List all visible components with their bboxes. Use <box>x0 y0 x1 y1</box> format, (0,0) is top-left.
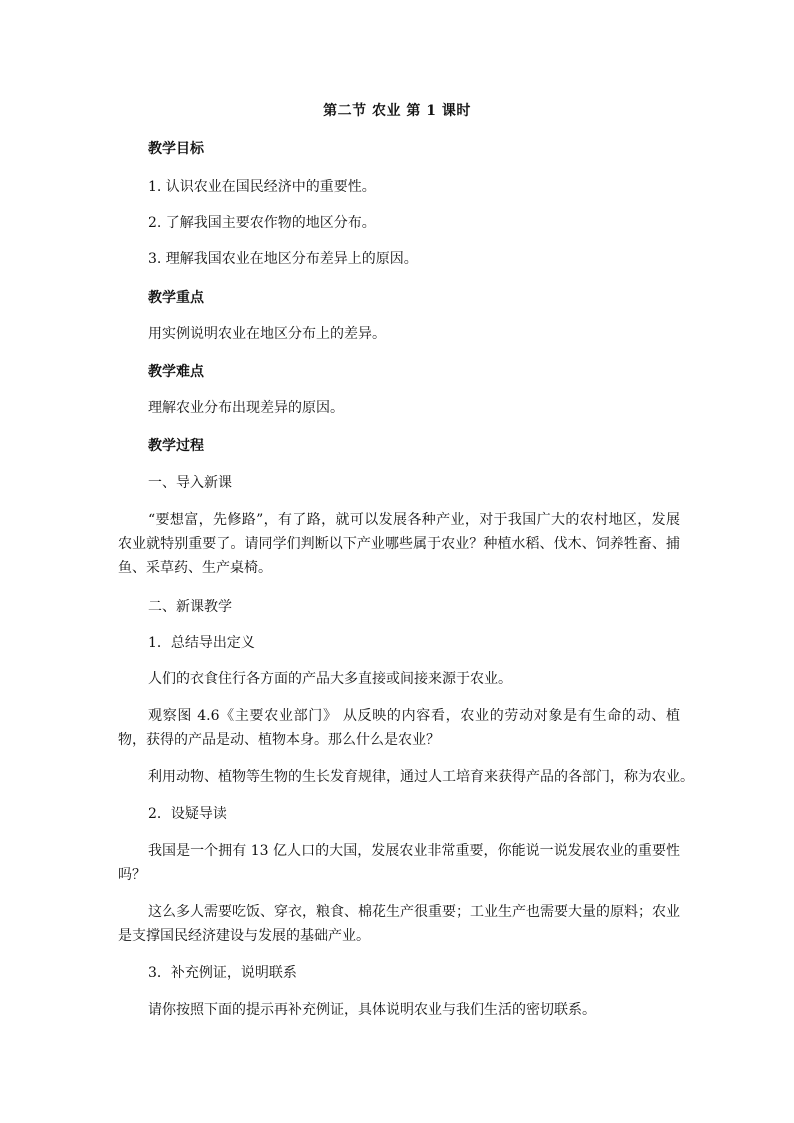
step2-paragraph-2: 这么多人需要吃饭、穿衣，粮食、棉花生产很重要；工业生产也需要大量的原料；农业是支撑国民经济建设与发展的基础产业。 <box>118 904 680 944</box>
step1-paragraph: 观察图 4.6《主要农业部门》 从反映的内容看，农业的劳动对象是有生命的动、植物，获得的产品是动、植物本身。那么什么是农业？ <box>118 708 680 748</box>
difficulty-heading: 教学难点 <box>148 364 204 380</box>
goals-heading: 教学目标 <box>148 141 204 157</box>
step1-definition: 利用动物、植物等生物的生长发育规律，通过人工培育来获得产品的各部门，称为农业。 <box>148 769 694 785</box>
section2-title: 二、新课教学 <box>148 599 232 615</box>
document-title: 第二节 农业 第 1 课时 <box>323 103 471 119</box>
process-heading: 教学过程 <box>148 438 204 454</box>
goal-item-3: 3. 理解我国农业在地区分布差异上的原因。 <box>148 251 418 267</box>
difficulty-text: 理解农业分布出现差异的原因。 <box>148 400 344 416</box>
section1-title: 一、导入新课 <box>148 475 232 491</box>
step1-line: 人们的衣食住行各方面的产品大多直接或间接来源于农业。 <box>148 671 512 687</box>
goal-item-2: 2. 了解我国主要农作物的地区分布。 <box>148 215 376 231</box>
key-point-heading: 教学重点 <box>148 290 204 306</box>
step3-line: 请你按照下面的提示再补充例证，具体说明农业与我们生活的密切联系。 <box>148 1002 596 1018</box>
key-point-text: 用实例说明农业在地区分布上的差异。 <box>148 326 386 342</box>
goal-item-1: 1. 认识农业在国民经济中的重要性。 <box>148 179 376 195</box>
step1-title: 1．总结导出定义 <box>148 635 255 651</box>
step2-title: 2．设疑导读 <box>148 806 227 822</box>
step3-title: 3．补充例证，说明联系 <box>148 965 297 981</box>
step2-paragraph-1: 我国是一个拥有 13 亿人口的大国，发展农业非常重要，你能说一说发展农业的重要性吗？ <box>118 843 680 883</box>
section1-paragraph: “要想富，先修路”，有了路，就可以发展各种产业，对于我国广大的农村地区，发展农业就特别重要了。请同学们判断以下产业哪些属于农业？种植水稻、伐木、饲养牲畜、捕鱼、采草药、生产桌椅。 <box>118 512 680 576</box>
